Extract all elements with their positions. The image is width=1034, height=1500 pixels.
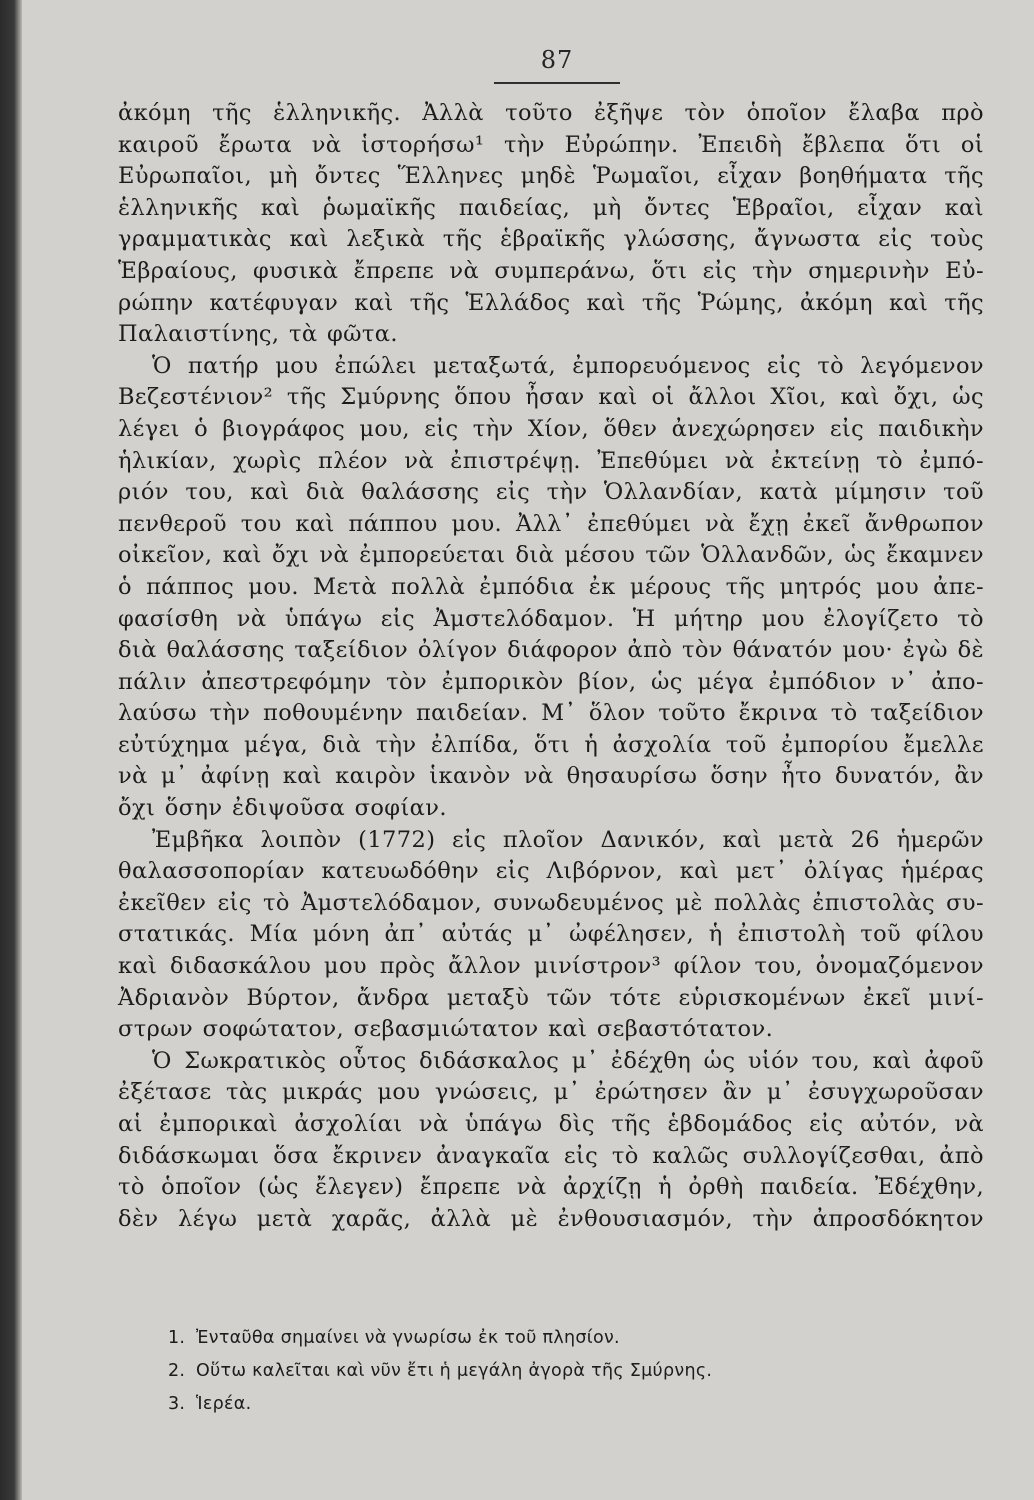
text-line: ριόν του, καὶ διὰ θαλάσσης εἰς τὴν Ὁλλανδίαν, κατὰ μίμησιν τοῦ — [118, 479, 984, 506]
text-line: Ὁ Σωκρατικὸς οὗτος διδάσκαλος μ᾿ ἐδέχθη ὡς υἱόν του, καὶ ἀφοῦ — [152, 1047, 984, 1074]
footnote — [168, 1388, 968, 1421]
footnote-number: 2. — [168, 1361, 186, 1381]
book-binding-shadow — [0, 0, 22, 1500]
text-line: Ἐμβῆκα λοιπὸν (1772) εἰς πλοῖον Δανικόν, καὶ μετὰ 26 ἡμερῶν — [152, 826, 984, 853]
text-line: δὲν λέγω μετὰ χαρᾶς, ἀλλὰ μὲ ἐνθουσιασμόν, τὴν ἀπροσδόκητον — [118, 1205, 984, 1232]
text-line: Ὁ πατήρ μου ἐπώλει μεταξωτά, ἐμπορευόμενος εἰς τὸ λεγόμενον — [152, 352, 984, 379]
footnote-text: Οὕτω καλεῖται καὶ νῦν ἔτι ἡ μεγάλη ἀγορὰ τῆς Σμύρνης. — [196, 1361, 713, 1381]
text-line: Εὐρωπαῖοι, μὴ ὄντες Ἕλληνες μηδὲ Ῥωμαῖοι, εἶχαν βοηθήματα τῆς — [118, 163, 984, 190]
text-line: Παλαιστίνης, τὰ φῶτα. — [118, 321, 398, 348]
text-line: στρων σοφώτατον, σεβασμιώτατον καὶ σεβαστότατον. — [118, 1016, 774, 1043]
footnotes — [168, 1322, 968, 1421]
footnote-number: 3. — [168, 1394, 186, 1414]
text-line: θαλασσοπορίαν κατευωδόθην εἰς Λιβόρνον, καὶ μετ᾿ ὀλίγας ἡμέρας — [118, 858, 984, 885]
footnote — [168, 1355, 968, 1388]
text-line: ἐξέτασε τὰς μικράς μου γνώσεις, μ᾿ ἐρώτησεν ἂν μ᾿ ἐσυγχωροῦσαν — [118, 1079, 984, 1106]
text-line: πενθεροῦ του καὶ πάππου μου. Ἀλλ᾿ ἐπεθύμει νὰ ἔχῃ ἐκεῖ ἄνθρωπον — [118, 510, 984, 537]
text-line: λαύσω τὴν ποθουμένην παιδείαν. Μ᾿ ὅλον τοῦτο ἔκρινα τὸ ταξείδιον — [118, 700, 984, 727]
footnote-number: 1. — [168, 1328, 186, 1348]
text-line: διδάσκωμαι ὅσα ἔκρινεν ἀναγκαῖα εἰς τὸ καλῶς συλλογίζεσθαι, ἀπὸ — [118, 1142, 984, 1169]
text-line: ἐκεῖθεν εἰς τὸ Ἀμστελόδαμον, συνωδευμένος μὲ πολλὰς ἐπιστολὰς συ- — [118, 889, 984, 916]
text-line: καιροῦ ἔρωτα νὰ ἱστορήσω¹ τὴν Εὐρώπην. Ἐπειδὴ ἔβλεπα ὅτι οἱ — [118, 131, 984, 158]
text-line: λέγει ὁ βιογράφος μου, εἰς τὴν Χίον, ὅθεν ἀνεχώρησεν εἰς παιδικὴν — [118, 415, 984, 442]
page-number: 87 — [540, 46, 574, 74]
text-line: ὁ πάππος μου. Μετὰ πολλὰ ἐμπόδια ἐκ μέρους τῆς μητρός μου ἀπε- — [118, 573, 984, 600]
body-text — [118, 98, 984, 1235]
text-line: πάλιν ἀπεστρεφόμην τὸν ἐμπορικὸν βίον, ὡς μέγα ἐμπόδιον ν᾿ ἀπο- — [118, 668, 984, 695]
text-line: τὸ ὁποῖον (ὡς ἔλεγεν) ἔπρεπε νὰ ἀρχίζῃ ἡ ὀρθὴ παιδεία. Ἐδέχθην, — [118, 1174, 984, 1201]
footnote-text: Ἐνταῦθα σημαίνει νὰ γνωρίσω ἐκ τοῦ πλησίον. — [196, 1328, 620, 1348]
text-line: εὐτύχημα μέγα, διὰ τὴν ἐλπίδα, ὅτι ἡ ἀσχολία τοῦ ἐμπορίου ἔμελλε — [118, 731, 984, 758]
text-line: νὰ μ᾿ ἀφίνῃ καὶ καιρὸν ἱκανὸν νὰ θησαυρίσω ὅσην ἦτο δυνατόν, ἂν — [118, 763, 984, 790]
text-line: ὄχι ὅσην ἐδιψοῦσα σοφίαν. — [118, 795, 447, 822]
book-page — [22, 0, 1034, 1500]
page-number-rule — [494, 82, 620, 84]
text-line: οἰκεῖον, καὶ ὄχι νὰ ἐμπορεύεται διὰ μέσου τῶν Ὁλλανδῶν, ὡς ἔκαμνεν — [118, 542, 984, 569]
text-line: Βεζεστένιον² τῆς Σμύρνης ὅπου ἦσαν καὶ οἱ ἄλλοι Χῖοι, καὶ ὄχι, ὡς — [118, 384, 984, 411]
text-line: ἡλικίαν, χωρὶς πλέον νὰ ἐπιστρέψῃ. Ἐπεθύμει νὰ ἐκτείνῃ τὸ ἐμπό- — [118, 447, 984, 474]
text-line: ἑλληνικῆς καὶ ῥωμαϊκῆς παιδείας, μὴ ὄντες Ἑβραῖοι, εἶχαν καὶ — [118, 194, 984, 221]
text-line: ἀκόμη τῆς ἑλληνικῆς. Ἀλλὰ τοῦτο ἐξῆψε τὸν ὁποῖον ἔλαβα πρὸ — [118, 100, 984, 126]
text-line: αἱ ἐμπορικαὶ ἀσχολίαι νὰ ὑπάγω δὶς τῆς ἑβδομάδος εἰς αὐτόν, νὰ — [118, 1111, 984, 1137]
text-line: στατικάς. Μία μόνη ἀπ᾿ αὐτάς μ᾿ ὠφέλησεν, ἡ ἐπιστολὴ τοῦ φίλου — [118, 921, 984, 948]
text-line: φασίσθη νὰ ὑπάγω εἰς Ἀμστελόδαμον. Ἡ μήτηρ μου ἐλογίζετο τὸ — [118, 605, 984, 632]
footnote — [168, 1322, 968, 1355]
text-line: Ἑβραίους, φυσικὰ ἔπρεπε νὰ συμπεράνω, ὅτι εἰς τὴν σημερινὴν Εὐ- — [118, 257, 984, 284]
text-line: διὰ θαλάσσης ταξείδιον ὀλίγον διάφορον ἀπὸ τὸν θάνατόν μου· ἐγὼ δὲ — [118, 637, 984, 664]
text-line: Ἀδριανὸν Βύρτον, ἄνδρα μεταξὺ τῶν τότε εὑρισκομένων ἐκεῖ μινί- — [118, 984, 984, 1011]
footnote-text: Ἱερέα. — [196, 1394, 252, 1414]
text-line: γραμματικὰς καὶ λεξικὰ τῆς ἑβραϊκῆς γλώσσης, ἄγνωστα εἰς τοὺς — [118, 226, 984, 253]
text-line: καὶ διδασκάλου μου πρὸς ἄλλον μινίστρον³ φίλον του, ὀνομαζόμενον — [118, 953, 984, 980]
text-line: ρώπην κατέφυγαν καὶ τῆς Ἑλλάδος καὶ τῆς Ῥώμης, ἀκόμη καὶ τῆς — [118, 289, 984, 316]
